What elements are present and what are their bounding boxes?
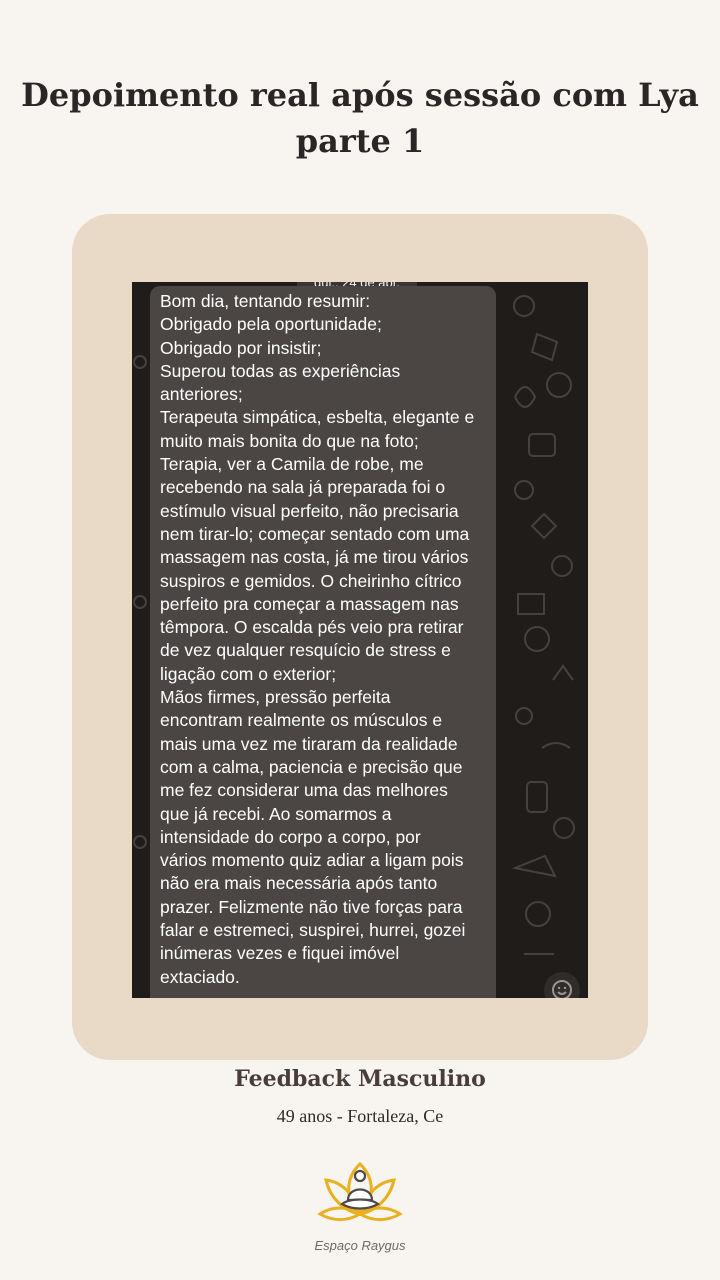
- lotus-meditation-icon: [310, 1156, 410, 1236]
- message-line: suspiros e gemidos. O cheirinho cítrico: [160, 570, 462, 591]
- message-line: encontram realmente os músculos e: [160, 710, 443, 731]
- message-line: com a calma, paciencia e precisão que: [160, 756, 463, 777]
- chat-screenshot: [132, 282, 588, 998]
- message-line: perfeito pra começar a massagem nas: [160, 593, 459, 614]
- message-line: estímulo visual perfeito, não precisaria: [160, 500, 459, 521]
- message-line: inúmeras vezes e fiquei imóvel: [160, 943, 400, 964]
- message-line: falar e estremeci, suspirei, hurrei, gozei: [160, 920, 466, 941]
- message-line: Terapeuta simpática, esbelta, elegante e: [160, 407, 475, 428]
- message-line: anteriores;: [160, 384, 243, 405]
- message-line: prazer. Felizmente não tive forças para: [160, 896, 463, 917]
- message-line: não era mais necessária após tanto: [160, 873, 438, 894]
- message-line: Terapia, ver a Camila de robe, me: [160, 454, 424, 475]
- message-line: recebendo na sala já preparada foi o: [160, 477, 446, 498]
- message-line: Superou todas as experiências: [160, 360, 401, 381]
- page-title-line-2: parte 1: [295, 122, 425, 160]
- message-line: nem tirar-lo; começar sentado com uma: [160, 523, 470, 544]
- message-line: Mãos firmes, pressão perfeita: [160, 687, 391, 708]
- page-title: [0, 72, 720, 164]
- message-line: mais uma vez me tiraram da realidade: [160, 733, 458, 754]
- feedback-title: Feedback Masculino: [234, 1066, 486, 1092]
- message-line: Obrigado pela oportunidade;: [160, 314, 382, 335]
- message-line: massagem nas costa, já me tirou vários: [160, 547, 469, 568]
- message-line: têmpora. O escalda pés veio pra retirar: [160, 617, 464, 638]
- message-line: intensidade do corpo a corpo, por: [160, 826, 421, 847]
- message-line: de vez qualquer resquício de stress e: [160, 640, 451, 661]
- message-line: ligação com o exterior;: [160, 663, 337, 684]
- page-title-line-1: Depoimento real após sessão com Lya: [21, 76, 699, 114]
- message-line: extaciado.: [160, 966, 240, 987]
- message-bubble[interactable]: [150, 286, 496, 998]
- message-line: vários momento quiz adiar a ligam pois: [160, 850, 464, 871]
- smiley-icon: [550, 978, 574, 998]
- message-line: me fez considerar uma das melhores: [160, 780, 448, 801]
- message-line: muito mais bonita do que na foto;: [160, 430, 419, 451]
- message-line: Bom dia, tentando resumir:: [160, 291, 371, 311]
- brand-name: Espaço Raygus: [314, 1238, 406, 1253]
- feedback-subtitle: 49 anos - Fortaleza, Ce: [276, 1106, 444, 1126]
- message-line: que já recebi. Ao somarmos a: [160, 803, 392, 824]
- screenshot-frame: [72, 214, 648, 1060]
- message-line: Obrigado por insistir;: [160, 337, 322, 358]
